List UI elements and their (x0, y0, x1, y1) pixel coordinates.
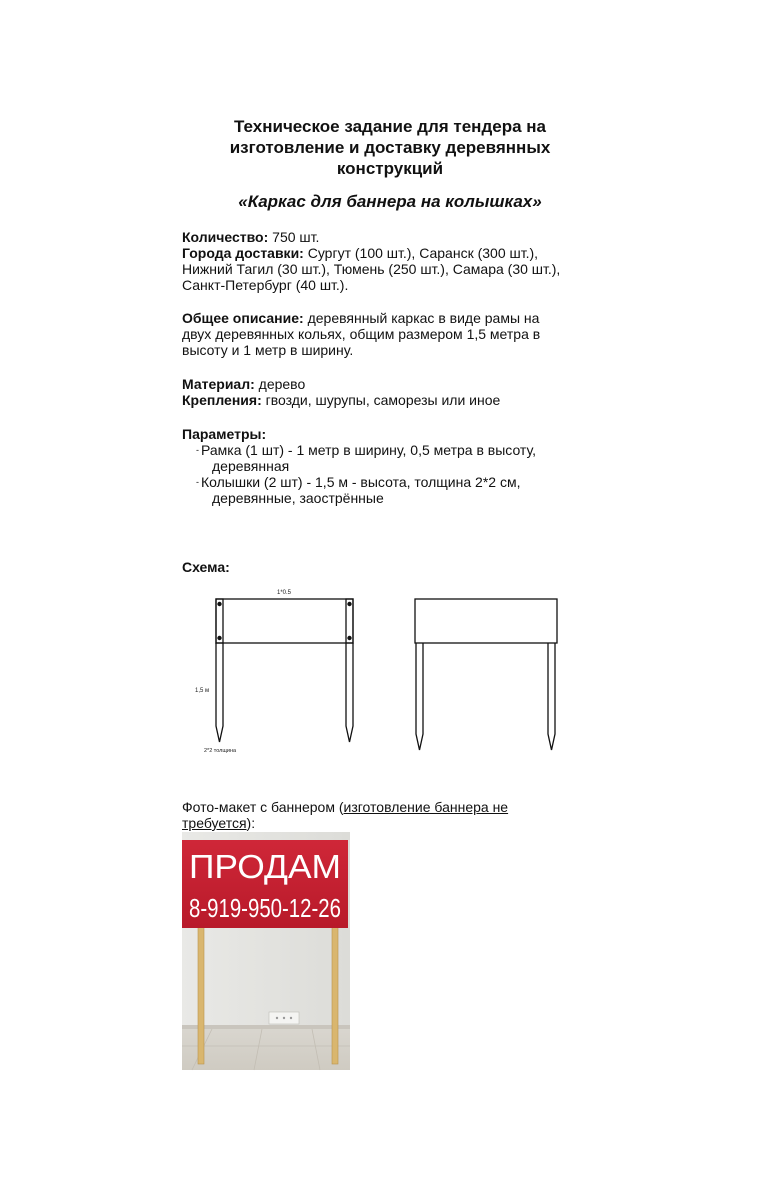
scheme-stake-left (216, 643, 223, 742)
photo-floor (182, 1028, 350, 1070)
material-line (182, 376, 305, 393)
scheme-stake-right (346, 643, 353, 742)
document-title (150, 116, 630, 179)
scheme-heading (182, 559, 230, 576)
material-value: дерево (254, 376, 306, 392)
description-line-3: высоту и 1 метр в ширину. (182, 342, 354, 358)
quantity-line (182, 229, 319, 246)
photo-stake-left (198, 924, 204, 1064)
description-label: Общее описание: (182, 310, 304, 326)
bullet-dash: - (196, 477, 199, 487)
parameter-stakes-text-2: деревянные, заострённые (212, 490, 384, 506)
screw-icon (217, 602, 221, 606)
title-line-2: изготовление и доставку деревянных (229, 138, 551, 157)
parameters-heading (182, 426, 266, 443)
photo-caption-link-1: изготовление баннера не (343, 799, 509, 815)
photo-caption-suffix: ): (246, 815, 256, 831)
scheme-label: Схема: (182, 559, 230, 575)
screw-icon (347, 636, 351, 640)
description-line-1 (182, 310, 539, 327)
scheme-stake-height-label: 1,5 м (195, 688, 210, 694)
banner-text-phone: 8-919-950-12-26 (189, 893, 341, 923)
scheme-stake-thickness-label: 2*2 толщина (204, 748, 237, 754)
photo-caption-line-1 (182, 799, 508, 816)
photo-caption-prefix: Фото-макет с баннером ( (182, 799, 344, 815)
bullet-dash: - (196, 445, 199, 455)
banner-photo (182, 832, 350, 1070)
photo-skirting (182, 1025, 350, 1029)
parameter-frame-text: Рамка (1 шт) - 1 метр в ширину, 0,5 метра в высоту, (201, 442, 536, 458)
material-label: Материал: (182, 376, 255, 392)
quantity-value: 750 шт. (268, 229, 320, 245)
parameter-stakes-text: Колышки (2 шт) - 1,5 м - высота, толщина 2*2 см, (201, 474, 521, 490)
scheme-frame-annotated (216, 599, 353, 643)
scheme-stake-right-plain (548, 643, 555, 750)
cities-line-1 (182, 245, 538, 262)
scheme-frame-size-label: 1*0.5 (277, 590, 292, 596)
title-line-3: конструкций (336, 159, 444, 178)
quantity-label: Количество: (182, 229, 269, 245)
scheme-frame-plain (415, 599, 557, 643)
banner-text-sell: ПРОДАМ (189, 848, 341, 885)
parameter-item-stakes (196, 474, 520, 491)
description-line-2: двух деревянных кольях, общим размером 1,5 метра в (182, 326, 541, 342)
parameter-frame-text-2: деревянная (212, 458, 290, 474)
scheme-diagram (190, 584, 580, 759)
cities-text-1: Сургут (100 шт.), Саранск (300 шт.), (303, 245, 539, 261)
fastening-label: Крепления: (182, 392, 262, 408)
parameter-item-frame (196, 442, 536, 459)
photo-caption-link-2: требуется (182, 815, 247, 831)
scheme-stake-left-plain (416, 643, 423, 750)
screw-icon (347, 602, 351, 606)
fastening-value: гвозди, шурупы, саморезы или иное (261, 392, 501, 408)
photo-stake-right (332, 924, 338, 1064)
title-line-1: Техническое задание для тендера на (234, 117, 546, 136)
description-text-1: деревянный каркас в виде рамы на (303, 310, 540, 326)
screw-icon (217, 636, 221, 640)
cities-label: Города доставки: (182, 245, 304, 261)
cities-line-2: Нижний Тагил (30 шт.), Тюмень (250 шт.), Самара (30 шт.), (182, 261, 561, 277)
parameters-label: Параметры: (182, 426, 267, 442)
document-subtitle: «Каркас для баннера на колышках» (238, 192, 542, 211)
fastening-line (182, 392, 500, 409)
photo-caption-line-2 (182, 815, 255, 832)
cities-line-3: Санкт-Петербург (40 шт.). (182, 277, 349, 293)
